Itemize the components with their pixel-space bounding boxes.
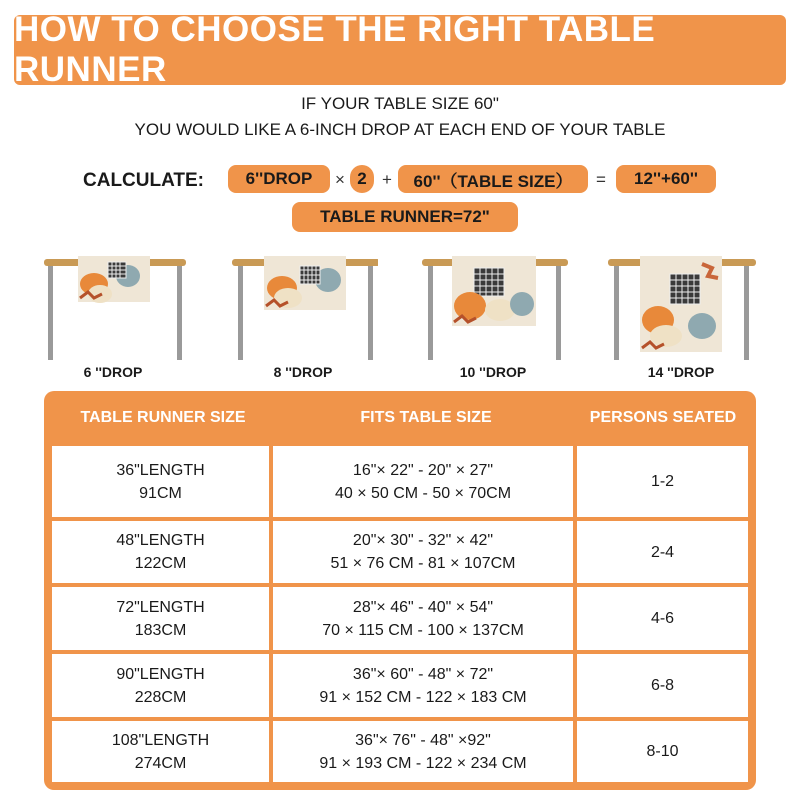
title-banner	[14, 10, 786, 89]
intro-line-2: YOU WOULD LIKE A 6-INCH DROP AT EACH END OF YOUR TABLE	[134, 120, 666, 139]
table-illustration	[418, 250, 568, 360]
fits-size-cell	[273, 721, 573, 782]
table-row	[52, 446, 748, 517]
times-sign: ×	[335, 170, 345, 189]
runner-size-cell	[52, 654, 269, 717]
header-fits-table: FITS TABLE SIZE	[360, 409, 492, 426]
table-illustration	[228, 250, 378, 360]
intro-line-1: IF YOUR TABLE SIZE 60"	[301, 94, 499, 113]
fits-cm: 51 × 76 CM - 81 × 107CM	[330, 555, 516, 572]
page-title: HOW TO CHOOSE THE RIGHT TABLE RUNNER	[14, 10, 656, 89]
fits-cm: 40 × 50 CM - 50 × 70CM	[334, 484, 512, 502]
table-row	[52, 587, 748, 650]
persons-cell	[577, 654, 748, 717]
runner-size-cell	[52, 721, 269, 782]
drop-examples	[0, 250, 800, 380]
fits-inches: 28"× 46" - 40" × 54"	[352, 598, 494, 616]
fits-inches: 36"× 60" - 48" × 72"	[352, 665, 494, 683]
runner-cm: 91CM	[139, 484, 182, 502]
persons-cell	[577, 521, 748, 583]
persons-value: 4-6	[650, 610, 675, 627]
fits-cm: 91 × 193 CM - 122 × 234 CM	[319, 754, 527, 772]
table-row	[52, 521, 748, 583]
persons-value: 6-8	[650, 677, 675, 694]
fits-inches: 16"× 22" - 20" × 27"	[352, 461, 494, 479]
result-pill: TABLE RUNNER=72"	[292, 202, 518, 232]
runner-length: 108"LENGTH	[111, 731, 210, 749]
table-illustration	[606, 250, 756, 360]
runner-cm: 228CM	[134, 688, 187, 706]
drop-label: 6 ''DROP	[83, 364, 143, 380]
plus-sign: +	[382, 170, 392, 189]
pumpkin-runner-image	[264, 256, 346, 310]
drop-example-10	[418, 250, 568, 380]
persons-value: 1-2	[650, 473, 675, 490]
pumpkin-runner-image	[452, 256, 536, 326]
fits-inches: 36"× 76" - 48" ×92"	[355, 731, 491, 749]
persons-value: 2-4	[650, 543, 675, 561]
fits-inches: 20"× 30" - 32" × 42"	[352, 532, 494, 549]
runner-size-cell	[52, 587, 269, 650]
table-row	[52, 654, 748, 717]
table-row	[52, 721, 748, 782]
fits-size-cell	[273, 446, 573, 517]
drop-label: 10 ''DROP	[459, 364, 527, 380]
pumpkin-runner-image	[640, 256, 722, 352]
persons-value: 8-10	[646, 743, 679, 760]
runner-cm: 183CM	[134, 621, 187, 639]
fits-size-cell	[273, 654, 573, 717]
persons-cell	[577, 721, 748, 782]
fits-size-cell	[273, 587, 573, 650]
runner-length: 90"LENGTH	[116, 665, 205, 683]
drop-pill: 6''DROP	[228, 165, 330, 193]
runner-cm: 274CM	[134, 754, 187, 772]
fits-cm: 91 × 152 CM - 122 × 183 CM	[319, 688, 527, 706]
runner-size-cell	[52, 521, 269, 583]
size-table	[44, 391, 756, 790]
drop-example-8	[228, 250, 378, 380]
runner-cm: 122CM	[134, 555, 187, 572]
pumpkin-runner-image	[78, 256, 150, 303]
drop-label: 8 ''DROP	[273, 364, 333, 380]
header-persons: PERSONS SEATED	[589, 409, 737, 426]
runner-size-cell	[52, 446, 269, 517]
table-header	[44, 391, 756, 446]
header-runner-size: TABLE RUNNER SIZE	[80, 409, 246, 426]
drop-example-14	[606, 250, 756, 380]
runner-length: 48"LENGTH	[116, 532, 205, 549]
runner-length: 36"LENGTH	[116, 461, 205, 479]
drop-example-6	[38, 250, 188, 380]
equals-sign: =	[596, 170, 606, 189]
fits-size-cell	[273, 521, 573, 583]
persons-cell	[577, 446, 748, 517]
runner-length: 72"LENGTH	[116, 598, 205, 616]
table-size-pill: 60''（TABLE SIZE）	[398, 165, 588, 193]
table-illustration	[38, 250, 188, 360]
persons-cell	[577, 587, 748, 650]
fits-cm: 70 × 115 CM - 100 × 137CM	[322, 621, 524, 639]
sum-pill: 12''+60''	[616, 165, 716, 193]
drop-label: 14 ''DROP	[647, 364, 715, 380]
multiplier-pill: 2	[350, 165, 374, 193]
calculate-label: CALCULATE:	[83, 170, 205, 191]
